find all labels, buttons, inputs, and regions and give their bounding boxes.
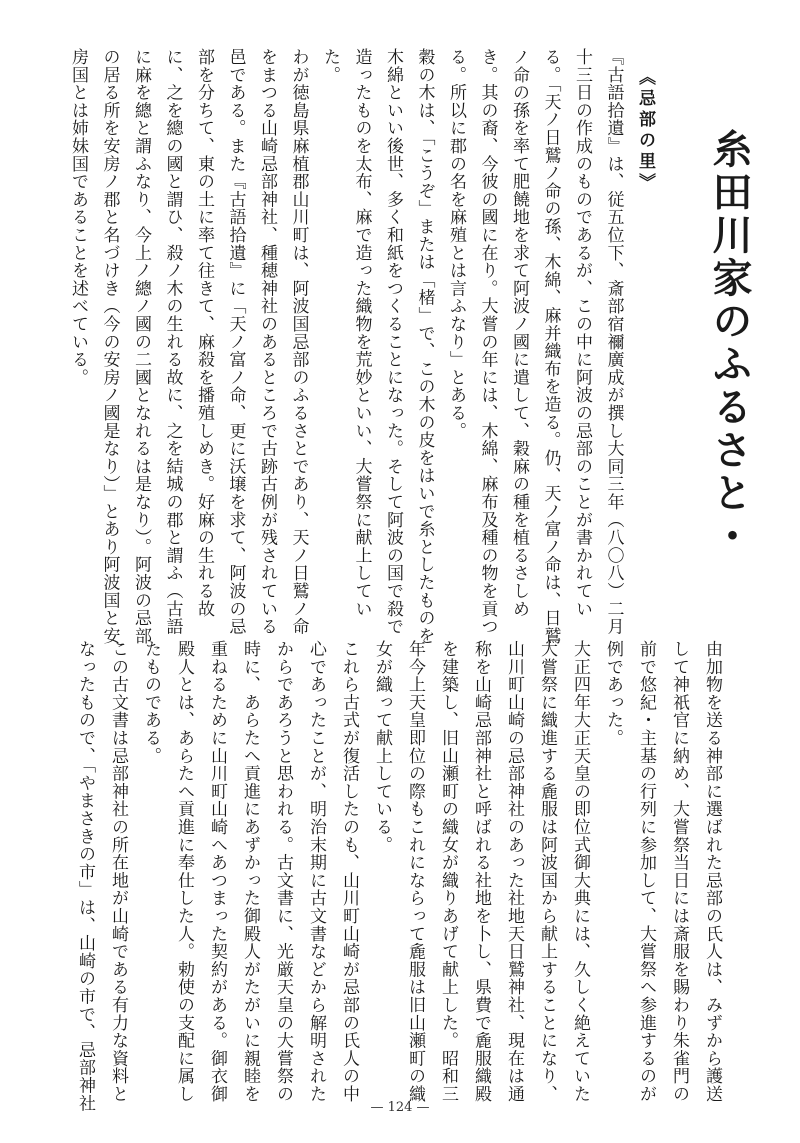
section-heading-imbe-village: 《忌部の里》: [635, 68, 655, 194]
page-number: — 124 —: [370, 1100, 430, 1115]
paragraph: わが徳島県麻植郡山川町は、阿波国忌部のふるさとであり、天ノ日鷲ノ命をまつる山崎忌部神社、種穂神社のあるところで古跡古例が残されている邑である。また『古語拾遺』に「天ノ富ノ命、更に沃壌を求て、阿波の忌部を分ちて、東の土に率て往きて、麻殺を播殖しめき。好麻の生れる故に、之を總の國と謂ひ、殺ノ木の生れる故に、之を結城の郡と謂ふ（古語に麻を總と謂ふなり、今上ノ總ノ國の二國となれるは是なり）。阿波の忌部の居る所を安房ノ郡と名づけき（今の安房ノ國是なり）」とあり阿波国と安房国とは姉妹国であることを述べている。: [68, 48, 309, 645]
paragraph: これら古式が復活したのも、山川町山崎が忌部の氏人の中心であったことが、明治末期に古文書などから解明されたからであろうと思われる。古文書に、光厳天皇の大嘗祭の時に、あらたへ貢進にあずかった御殿人がたがいに親睦を重ねるために山川町山崎へあつまった契約がある。御衣御殿人とは、あらたへ貢進に奉仕した人。勅使の支配に属したものである。: [141, 640, 359, 1103]
paragraph: 大正四年大正天皇の即位式御大典には、久しく絶えていた大嘗祭に織進する麁服は阿波国から献上することになり、山川町山崎の忌部神社のあった社地天日鷲神社、現在は通称を山崎忌部神社と呼ばれる社地を卜し、県費で麁服織殿を建築し、旧山瀬町の織女が織りあげて献上した。昭和三年今上天皇即位の際もこれにならって麁服は旧山瀬町の織女が織って献上している。: [372, 640, 590, 1103]
lower-text-block: [68, 640, 728, 1120]
upper-text-block: [68, 48, 660, 648]
paragraph: この古文書は忌部神社の所在地が山崎である有力な資料となったもので、「やまさきの市」は、山崎の市で、忌部神社: [75, 640, 128, 1113]
paragraph: 由加物を送る神部に選ばれた忌部の氏人は、みずから護送して神祇官に納め、大嘗祭当日には斎服を賜わり朱雀門の前で悠紀・主基の行列に参加して、大嘗祭へ参進するのが例であった。: [603, 640, 722, 1103]
paragraph: 穀の木は、「こうぞ」または「楮」で、この木の皮をはいで糸としたものを木綿といい後世、多く和紙をつくることになった。そして阿波の国で殺で造ったものを太布、麻で造った織物を荒妙といい、大嘗祭に献上していた。: [320, 48, 435, 645]
page-title: 糸田川家のふるさと・: [706, 128, 752, 558]
paragraph: 『古語拾遺』は、従五位下、斎部宿禰廣成が撰し大同三年（八〇八）二月十三日の作成のものであるが、この中に阿波の忌部のことが書かれている。「天ノ日鷲ノ命の孫、木綿、麻并織布を造る。仍、天ノ富ノ命は、日鷲ノ命の孫を率て肥饒地を求て阿波ノ國に遣して、穀麻の種を植るさしめき。其の裔、今彼の國に在り。大嘗の年には、木綿、麻布及種の物を貢つる。所以に郡の名を麻殖とは言ふなり」とある。: [446, 48, 624, 645]
